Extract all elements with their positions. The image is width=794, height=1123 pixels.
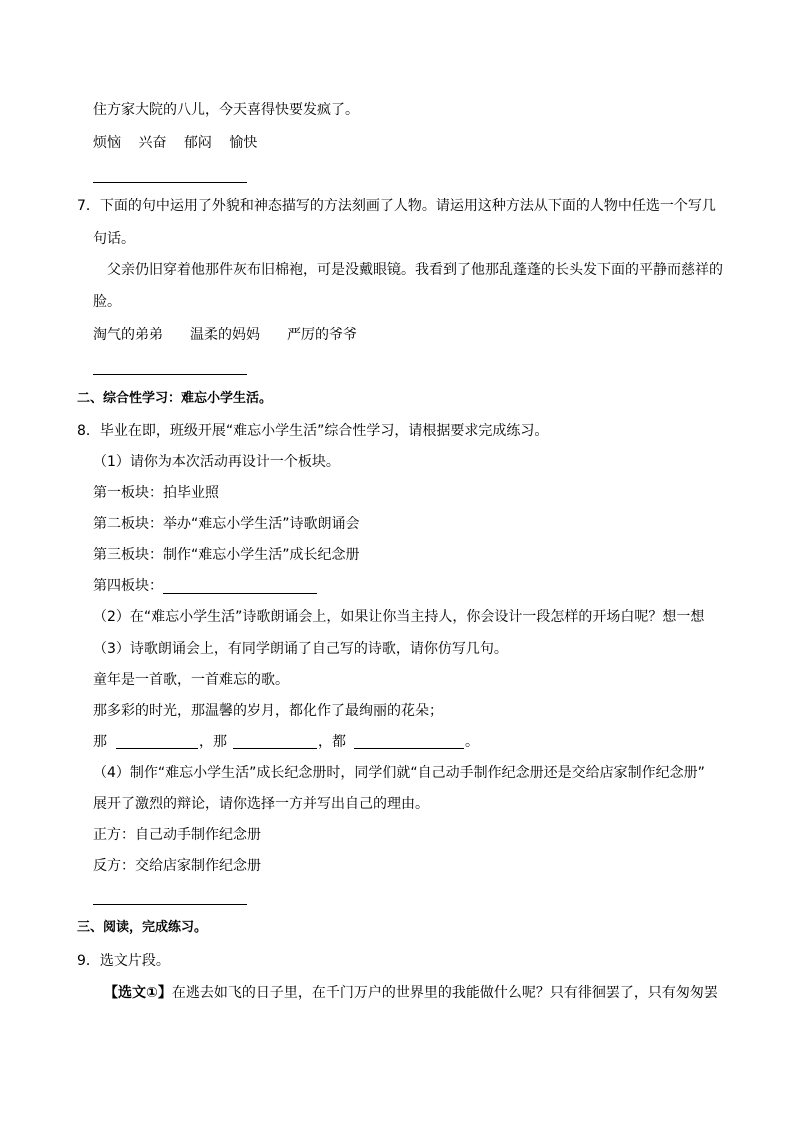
word-option: 郁闷 [183, 135, 212, 151]
q8-block4-label: 第四板块： [93, 578, 163, 594]
q9-excerpt [104, 983, 718, 1003]
section-heading: 二、综合性学习：难忘小学生活。 [77, 391, 273, 406]
q6-sentence: 住方家大院的八儿，今天喜得快要发疯了。 [93, 102, 359, 118]
q8-part3: （3）诗歌朗诵会上，有同学朗诵了自己写的诗歌，请你仿写几句。 [93, 641, 508, 657]
q8-intro: 8．毕业在即，班级开展“难忘小学生活”综合性学习，请根据要求完成练习。 [77, 423, 549, 439]
q6-word-options [93, 133, 270, 153]
poem-fill-end: 。 [465, 734, 479, 750]
q9-intro: 9．选文片段。 [77, 953, 170, 969]
q8-block3: 第三板块：制作“难忘小学生活”成长纪念册 [93, 547, 360, 563]
excerpt-text: 在逃去如飞的日子里，在千门万户的世界里的我能做什么呢？只有徘徊罢了，只有匆匆罢 [171, 985, 718, 1001]
word-option: 愉快 [229, 135, 258, 151]
poem-fill-a: 那 [93, 734, 107, 750]
answer-line[interactable] [116, 748, 198, 749]
answer-line[interactable] [93, 182, 247, 183]
q7-example-cont: 脸。 [93, 294, 121, 310]
q8-part2: （2）在“难忘小学生活”诗歌朗诵会上，如果让你当主持人，你会设计一段怎样的开场白呢？想一想 [93, 609, 705, 625]
q8-block2: 第二板块：举办“难忘小学生活”诗歌朗诵会 [93, 516, 360, 532]
excerpt-label: 【选文①】 [104, 985, 172, 1001]
answer-line[interactable] [233, 748, 317, 749]
answer-line[interactable] [93, 374, 247, 375]
q8-part4: （4）制作“难忘小学生活”成长纪念册时，同学们就“自己动手制作纪念册还是交给店家制作纪念册” [93, 765, 705, 781]
poem-line: 那多彩的时光，那温馨的岁月，都化作了最绚丽的花朵； [93, 703, 443, 719]
q8-part1: （1）请你为本次活动再设计一个板块。 [93, 454, 340, 470]
q8-part4-cont: 展开了激烈的辩论，请你选择一方并写出自己的理由。 [93, 796, 429, 812]
debate-con: 反方：交给店家制作纪念册 [93, 858, 261, 874]
section-heading: 三、阅读，完成练习。 [77, 920, 208, 935]
q7-option: 温柔的妈妈 [190, 327, 260, 343]
poem-fill-c: ，都 [318, 734, 346, 750]
answer-line[interactable] [93, 904, 247, 905]
debate-pro: 正方：自己动手制作纪念册 [93, 827, 261, 843]
word-option: 兴奋 [138, 135, 167, 151]
answer-line[interactable] [163, 593, 317, 594]
answer-line[interactable] [354, 748, 464, 749]
word-option: 烦恼 [93, 135, 121, 151]
q8-block1: 第一板块：拍毕业照 [93, 485, 219, 501]
q7-prompt-cont: 句话。 [93, 231, 135, 247]
q7-example: 父亲仍旧穿着他那件灰布旧棉袍，可是没戴眼镜。我看到了他那乱蓬蓬的长头发下面的平静而慈祥的 [107, 262, 723, 278]
poem-fill-b: ，那 [199, 734, 227, 750]
q7-option: 淘气的弟弟 [93, 327, 163, 343]
q7-prompt: 7．下面的句中运用了外貌和神态描写的方法刻画了人物。请运用这种方法从下面的人物中任选一个写几 [77, 198, 716, 214]
q7-option: 严厉的爷爷 [287, 327, 357, 343]
poem-line: 童年是一首歌，一首难忘的歌。 [93, 672, 289, 688]
